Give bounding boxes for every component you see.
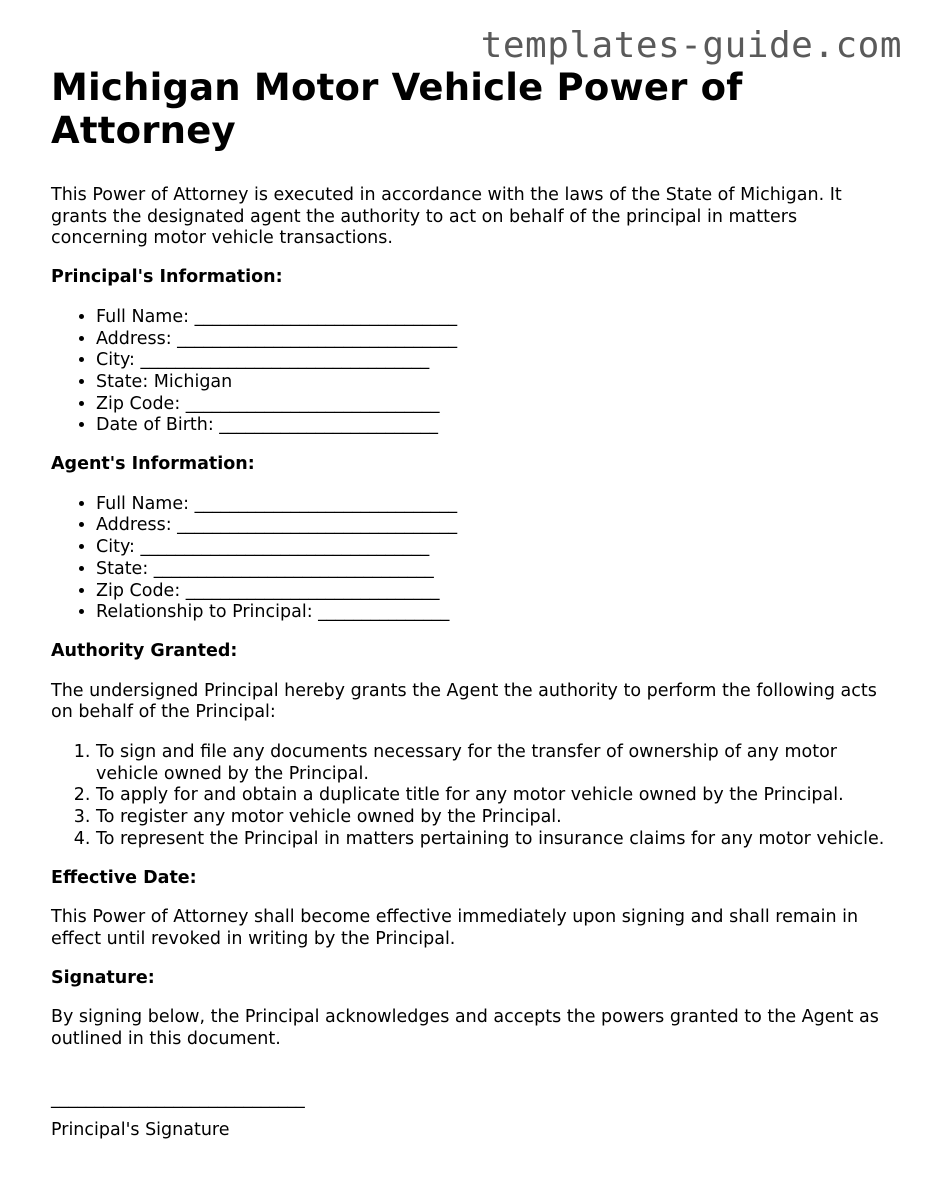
signature-heading: Signature: bbox=[51, 967, 155, 988]
agent-address: • Address: ________________________________ bbox=[96, 515, 891, 537]
authority-heading: Authority Granted: bbox=[51, 640, 238, 661]
agent-list bbox=[51, 494, 891, 624]
principal-full-name: • Full Name: ______________________________ bbox=[96, 307, 891, 329]
agent-state: • State: ________________________________ bbox=[96, 559, 891, 581]
intro-paragraph: This Power of Attorney is executed in accordance with the laws of the State of Michigan. It grants the designated agent the authority to act on behalf of the principal in matters concerning motor vehicle transactions. bbox=[51, 185, 842, 249]
signature-line: _____________________________ bbox=[51, 1088, 305, 1109]
agent-city: • City: _________________________________ bbox=[96, 537, 891, 559]
principal-dob: • Date of Birth: _________________________ bbox=[96, 415, 891, 437]
document bbox=[51, 66, 891, 1141]
document-title: Michigan Motor Vehicle Power of Attorney bbox=[51, 66, 743, 152]
principal-list bbox=[51, 307, 891, 437]
authority-item: 1. To sign and file any documents necessary for the transfer of ownership of any motor vehicle owned by the Principal. bbox=[96, 742, 891, 785]
agent-relationship: • Relationship to Principal: _______________ bbox=[96, 602, 891, 624]
agent-heading: Agent's Information: bbox=[51, 454, 255, 475]
principal-state: • State: Michigan bbox=[96, 372, 891, 394]
authority-item: 3. To register any motor vehicle owned by the Principal. bbox=[96, 807, 891, 829]
effective-heading: Effective Date: bbox=[51, 867, 197, 888]
principal-heading: Principal's Information: bbox=[51, 267, 283, 288]
signature-text: By signing below, the Principal acknowledges and accepts the powers granted to the Agent as outlined in this document. bbox=[51, 1007, 879, 1050]
effective-text: This Power of Attorney shall become effective immediately upon signing and shall remain in effect until revoked in writing by the Principal. bbox=[51, 907, 859, 949]
principal-address: • Address: ________________________________ bbox=[96, 329, 891, 351]
signature-label: Principal's Signature bbox=[51, 1119, 230, 1140]
authority-item: 2. To apply for and obtain a duplicate title for any motor vehicle owned by the Principal. bbox=[96, 785, 891, 807]
authority-item: 4. To represent the Principal in matters pertaining to insurance claims for any motor vehicle. bbox=[96, 829, 891, 851]
authority-list bbox=[51, 742, 891, 851]
principal-city: • City: _________________________________ bbox=[96, 350, 891, 372]
agent-zip: • Zip Code: _____________________________ bbox=[96, 581, 891, 603]
authority-text: The undersigned Principal hereby grants the Agent the authority to perform the following acts on behalf of the Principal: bbox=[51, 680, 877, 723]
watermark: templates-guide.com bbox=[480, 25, 902, 66]
principal-zip: • Zip Code: _____________________________ bbox=[96, 394, 891, 416]
agent-full-name: • Full Name: ______________________________ bbox=[96, 494, 891, 516]
